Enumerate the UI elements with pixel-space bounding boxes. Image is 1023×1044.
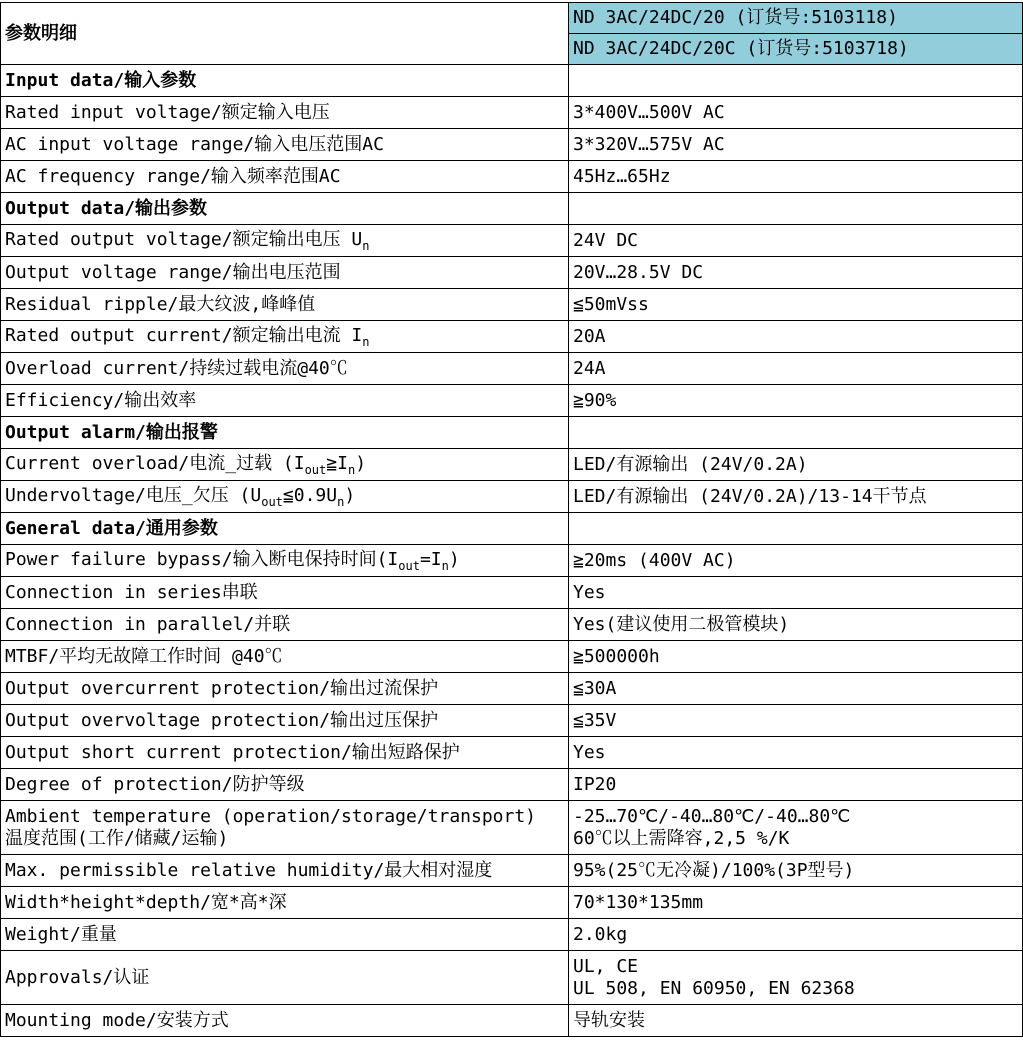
value-efficiency: ≧90% xyxy=(569,385,1023,417)
table-row xyxy=(1,737,1023,769)
value-overload-current: 24A xyxy=(569,353,1023,385)
table-row xyxy=(1,481,1023,513)
value-humidity: 95%(25℃无冷凝)/100%(3P型号) xyxy=(569,855,1023,887)
value-power-failure-bypass: ≧20ms (400V AC) xyxy=(569,545,1023,577)
model-2: ND 3AC/24DC/20C (订货号:5103718) xyxy=(569,34,1023,65)
label-output-voltage-range: Output voltage range/输出电压范围 xyxy=(1,257,569,289)
label-text: Undervoltage/电压_欠压 (U xyxy=(5,485,262,506)
label-weight: Weight/重量 xyxy=(1,919,569,951)
table-row xyxy=(1,855,1023,887)
section-row xyxy=(1,417,1023,449)
label-overvoltage-protection: Output overvoltage protection/输出过压保护 xyxy=(1,705,569,737)
label-text: Rated output current/额定输出电流 I xyxy=(5,325,363,346)
value-rated-input-voltage: 3*400V…500V AC xyxy=(569,97,1023,129)
label-ambient-temperature xyxy=(1,801,569,855)
label-degree-protection: Degree of protection/防护等级 xyxy=(1,769,569,801)
value-overcurrent-protection: ≦30A xyxy=(569,673,1023,705)
table-row xyxy=(1,385,1023,417)
label-connection-parallel: Connection in parallel/并联 xyxy=(1,609,569,641)
table-title: 参数明细 xyxy=(1,3,569,65)
label-text: ) xyxy=(448,549,460,570)
label-line-1: Ambient temperature (operation/storage/transport) xyxy=(5,805,537,827)
value-ambient-temperature xyxy=(569,801,1023,855)
section-output: Output data/输出参数 xyxy=(1,193,569,225)
label-approvals: Approvals/认证 xyxy=(1,951,569,1005)
label-text: ) xyxy=(344,485,356,506)
label-overcurrent-protection: Output overcurrent protection/输出过流保护 xyxy=(1,673,569,705)
label-ac-frequency-range: AC frequency range/输入频率范围AC xyxy=(1,161,569,193)
table-row xyxy=(1,289,1023,321)
subscript: out xyxy=(261,495,283,509)
table-row xyxy=(1,449,1023,481)
table-row xyxy=(1,609,1023,641)
value-line-2: UL 508, EN 60950, EN 62368 xyxy=(573,977,855,999)
value-line-1: -25…70℃/-40…80℃/-40…80℃ xyxy=(573,805,851,827)
label-text: Rated output voltage/额定输出电压 U xyxy=(5,229,363,250)
label-text: ≧I xyxy=(326,453,348,474)
subscript: n xyxy=(347,463,356,477)
section-row xyxy=(1,513,1023,545)
value-line-2: 60℃以上需降容,2,5 %/K xyxy=(573,827,790,849)
value-overvoltage-protection: ≦35V xyxy=(569,705,1023,737)
section-input: Input data/输入参数 xyxy=(1,65,569,97)
value-current-overload: LED/有源输出 (24V/0.2A) xyxy=(569,449,1023,481)
table-row xyxy=(1,919,1023,951)
value-line-1: UL, CE xyxy=(573,955,639,977)
value-dimensions: 70*130*135mm xyxy=(569,887,1023,919)
value-short-current-protection: Yes xyxy=(569,737,1023,769)
value-mtbf: ≧500000h xyxy=(569,641,1023,673)
subscript: n xyxy=(362,335,370,349)
table-row xyxy=(1,1005,1023,1037)
value-ac-frequency-range: 45Hz…65Hz xyxy=(569,161,1023,193)
label-mtbf: MTBF/平均无故障工作时间 @40℃ xyxy=(1,641,569,673)
label-overload-current: Overload current/持续过载电流@40℃ xyxy=(1,353,569,385)
subscript: n xyxy=(362,239,370,253)
table-row xyxy=(1,705,1023,737)
table-row xyxy=(1,951,1023,1005)
spec-table xyxy=(0,2,1023,1037)
section-empty-cell xyxy=(569,193,1023,225)
table-row xyxy=(1,673,1023,705)
label-text: ) xyxy=(355,453,367,474)
table-row xyxy=(1,887,1023,919)
label-current-overload xyxy=(1,449,569,481)
value-ac-input-voltage-range: 3*320V…575V AC xyxy=(569,129,1023,161)
label-power-failure-bypass xyxy=(1,545,569,577)
label-connection-series: Connection in series串联 xyxy=(1,577,569,609)
label-text: Power failure bypass/输入断电保持时间(I xyxy=(5,549,399,570)
value-degree-protection: IP20 xyxy=(569,769,1023,801)
value-residual-ripple: ≦50mVss xyxy=(569,289,1023,321)
table-row xyxy=(1,641,1023,673)
section-empty-cell xyxy=(569,65,1023,97)
label-efficiency: Efficiency/输出效率 xyxy=(1,385,569,417)
label-humidity: Max. permissible relative humidity/最大相对湿度 xyxy=(1,855,569,887)
subscript: out xyxy=(304,463,327,477)
label-mounting: Mounting mode/安装方式 xyxy=(1,1005,569,1037)
section-general: General data/通用参数 xyxy=(1,513,569,545)
value-rated-output-voltage: 24V DC xyxy=(569,225,1023,257)
label-short-current-protection: Output short current protection/输出短路保护 xyxy=(1,737,569,769)
label-dimensions: Width*height*depth/宽*高*深 xyxy=(1,887,569,919)
subscript: n xyxy=(441,559,449,573)
header-row xyxy=(1,3,1023,34)
label-line-2: 温度范围(工作/储藏/运输) xyxy=(5,827,229,849)
table-row xyxy=(1,769,1023,801)
label-rated-output-voltage xyxy=(1,225,569,257)
label-undervoltage xyxy=(1,481,569,513)
section-row xyxy=(1,193,1023,225)
label-text: ≦0.9U xyxy=(282,485,338,506)
value-weight: 2.0kg xyxy=(569,919,1023,951)
table-row xyxy=(1,257,1023,289)
subscript: n xyxy=(337,495,345,509)
table-row xyxy=(1,321,1023,353)
table-row xyxy=(1,353,1023,385)
value-undervoltage: LED/有源输出 (24V/0.2A)/13-14干节点 xyxy=(569,481,1023,513)
subscript: out xyxy=(398,559,420,573)
table-row xyxy=(1,225,1023,257)
label-text: Current overload/电流_过载 (I xyxy=(5,453,305,474)
value-rated-output-current: 20A xyxy=(569,321,1023,353)
section-row xyxy=(1,65,1023,97)
table-row xyxy=(1,129,1023,161)
label-rated-output-current xyxy=(1,321,569,353)
model-1: ND 3AC/24DC/20 (订货号:5103118) xyxy=(569,3,1023,34)
value-connection-parallel: Yes(建议使用二极管模块) xyxy=(569,609,1023,641)
table-row xyxy=(1,577,1023,609)
value-connection-series: Yes xyxy=(569,577,1023,609)
section-empty-cell xyxy=(569,513,1023,545)
label-residual-ripple: Residual ripple/最大纹波,峰峰值 xyxy=(1,289,569,321)
label-rated-input-voltage: Rated input voltage/额定输入电压 xyxy=(1,97,569,129)
label-ac-input-voltage-range: AC input voltage range/输入电压范围AC xyxy=(1,129,569,161)
table-row xyxy=(1,97,1023,129)
value-approvals xyxy=(569,951,1023,1005)
section-alarm: Output alarm/输出报警 xyxy=(1,417,569,449)
value-mounting: 导轨安装 xyxy=(569,1005,1023,1037)
section-empty-cell xyxy=(569,417,1023,449)
label-text: =I xyxy=(419,549,442,570)
table-row xyxy=(1,801,1023,855)
table-row xyxy=(1,161,1023,193)
table-row xyxy=(1,545,1023,577)
value-output-voltage-range: 20V…28.5V DC xyxy=(569,257,1023,289)
